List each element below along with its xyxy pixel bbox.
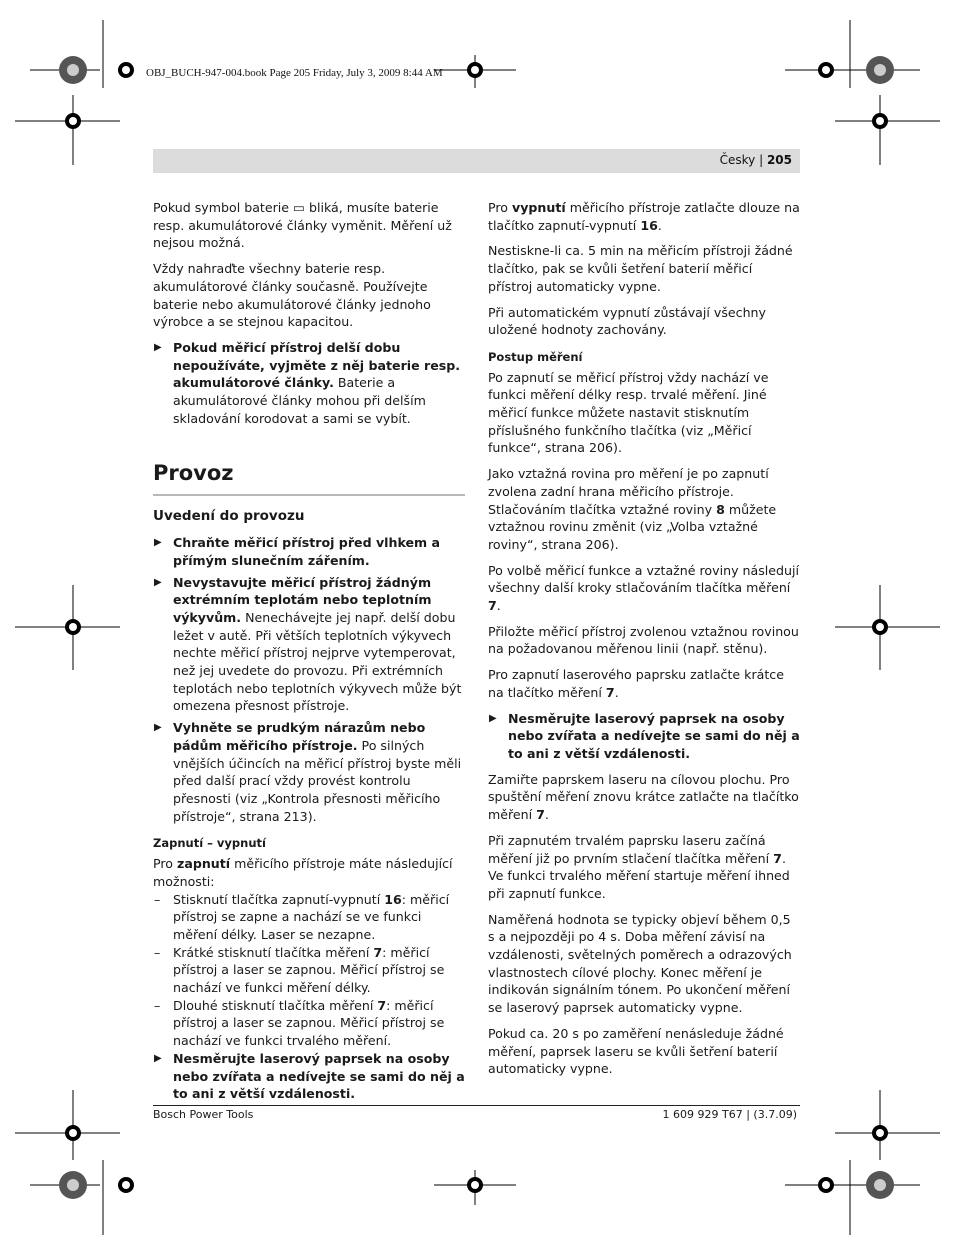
text-bold: 7 <box>373 944 383 960</box>
text-run: . <box>544 807 549 823</box>
text-run: Dlouhé stisknutí tlačítka měření <box>173 997 378 1013</box>
bullet-triangle-icon: ▶ <box>154 341 162 353</box>
moisture-warning-bullet <box>153 534 465 569</box>
right-column <box>488 199 800 1086</box>
option-item-2 <box>153 944 465 997</box>
measure-function-paragraph: Po zapnutí se měřicí přístroj vždy nachází ve funkci měření délky resp. trvalé měření. Jiné měřicí funkce můžete nastavit stisknutím příslušného funkčního tlačítka (viz „Měřicí funkce“, strana 206). <box>488 369 769 456</box>
text-bold: 7 <box>605 684 615 700</box>
text-run: Pro <box>488 200 512 215</box>
auto-laser-off-paragraph: Pokud ca. 20 s po zaměření nenásleduje žádné měření, paprsek laseru se kvůli šetření baterií automaticky vypne. <box>488 1025 784 1077</box>
place-device-paragraph: Přiložte měřicí přístroj zvolenou vztažnou rovinou na požadovanou měřenou linii (např. stěnu). <box>488 623 799 657</box>
bullet-triangle-icon: ▶ <box>154 537 162 549</box>
text-run: : měřicí přístroj se zapne a nachází se ve funkci měření délky. Laser se nezapne. <box>173 891 450 942</box>
bullet-bold-text: Nesměrujte laserový paprsek na osoby nebo zvířata a nedívejte se sami do něj a to ani z větší vzdálenosti. <box>508 710 800 761</box>
switch-off-paragraph <box>488 199 800 234</box>
battery-replace-paragraph: Vždy nahraďte všechny baterie resp. akumulátorové články současně. Používejte baterie nebo akumulátorové články jednoho výrobce a se stejnou kapacitou. <box>153 261 431 330</box>
text-run: Jako vztažná rovina pro měření je po zapnutí zvolena zadní hrana měřicího přístroje. Stlačováním tlačítka vztažné roviny <box>488 466 769 517</box>
bullet-triangle-icon: ▶ <box>154 1052 162 1064</box>
text-bold: 16 <box>640 217 658 233</box>
text-bold: 7 <box>536 807 545 823</box>
text-run: měřicího přístroje zatlačte dlouze na tlačítko zapnutí-vypnutí <box>488 200 800 233</box>
bullet-text: Baterie a akumulátorové články mohou při delším skladování korodovat a sami se vybít. <box>173 375 426 426</box>
text-run: Pro zapnutí laserového paprsku zatlačte krátce na tlačítko měření <box>488 667 784 700</box>
bullet-triangle-icon: ▶ <box>154 576 162 588</box>
subheading-zapnuti: Zapnutí – vypnutí <box>153 836 266 851</box>
text-run: . Ve funkci trvalého měření startuje měření ihned při zapnutí funkce. <box>488 850 790 901</box>
footer-doc-number: 1 609 929 T67 | (3.7.09) <box>662 1108 797 1121</box>
measurement-time-paragraph: Naměřená hodnota se typicky objeví během 0,5 s a nejpozději po 4 s. Doba měření závisí na vzdálenosti, světelných poměrech a odrazových vlastnostech cílové plochy. Konec měření je indikován signálním tónem. Po ukončení měření se laserový paprsek automaticky vypne. <box>488 911 792 1016</box>
steps-paragraph <box>488 562 800 615</box>
book-file-info: OBJ_BUCH-947-004.book Page 205 Friday, July 3, 2009 8:44 AM <box>146 67 443 79</box>
auto-off-paragraph: Nestiskne-li ca. 5 min na měřicím přístroji žádné tlačítko, pak se kvůli šetření baterií měřicí přístroj automaticky vypne. <box>488 243 793 294</box>
text-run: . <box>614 684 619 700</box>
text-run: Zamiřte paprskem laseru na cílovou plochu. Pro spuštění měření znovu krátce zatlačte na tlačítko měření <box>488 771 799 823</box>
footer-brand: Bosch Power Tools <box>153 1108 254 1121</box>
bullet-text: Nenechávejte jej např. delší dobu ležet v autě. Při větších teplotních výkyvech nechte měřicí přístroj nejprve vytemperovat, než jej uvedete do provozu. Při extrémních teplotách nebo teplotních výkyvech může být omezena přesnost přístroje. <box>173 609 462 714</box>
battery-warning-bullet <box>153 339 465 428</box>
bullet-bold-text: Pokud měřicí přístroj delší dobu nepoužíváte, vyjměte z něj baterie resp. akumulátorové články. <box>173 339 461 391</box>
dash-marker: – <box>154 944 161 960</box>
option-item-3 <box>153 997 465 1050</box>
text-run: můžete vztažnou rovinu změnit (viz „Volba vztažné roviny“, strana 206). <box>488 501 777 552</box>
laser-on-paragraph <box>488 666 800 701</box>
text-bold: 7 <box>488 598 497 614</box>
bullet-bold-text: Vyhněte se prudkým nárazům nebo pádům měřicího přístroje. <box>173 720 426 753</box>
text-run: měřicího přístroje máte následující možnosti: <box>153 856 453 889</box>
dash-marker: – <box>154 891 161 907</box>
text-run: Krátké stisknutí tlačítka měření <box>173 944 374 960</box>
bullet-triangle-icon: ▶ <box>154 722 162 734</box>
text-bold: 8 <box>716 501 725 517</box>
text-run: Stisknutí tlačítka zapnutí-vypnutí <box>173 891 385 907</box>
continuous-laser-paragraph <box>488 832 800 903</box>
text-bold: vypnutí <box>511 200 566 215</box>
option-item-1 <box>153 891 465 944</box>
subheading-postup: Postup měření <box>488 349 583 364</box>
dash-marker: – <box>154 997 161 1013</box>
text-run: Po volbě měřicí funkce a vztažné roviny následují všechny další kroky stlačováním tlačítka měření <box>488 562 800 596</box>
footer-rule <box>153 1105 800 1106</box>
text-run: Pro <box>153 856 177 872</box>
switch-on-intro <box>153 855 465 890</box>
text-bold: zapnutí <box>176 856 231 872</box>
left-column <box>153 199 465 1107</box>
values-kept-paragraph: Při automatickém vypnutí zůstávají všechny uložené hodnoty zachovány. <box>488 304 766 338</box>
battery-symbol-paragraph: Pokud symbol baterie ▭ bliká, musíte baterie resp. akumulátorové články vyměnit. Měření už nejsou možná. <box>153 200 452 251</box>
aim-paragraph <box>488 771 800 824</box>
bullet-bold-text: Nesměrujte laserový paprsek na osoby nebo zvířata a nedívejte se sami do něj a to ani z větší vzdálenosti. <box>173 1050 465 1102</box>
header-page-number: 205 <box>766 153 792 167</box>
bullet-triangle-icon: ▶ <box>489 712 497 724</box>
text-bold: 7 <box>773 850 782 866</box>
subheading-uvedeni: Uvedení do provozu <box>153 508 305 525</box>
section-heading-provoz: Provoz <box>153 461 465 496</box>
reference-plane-paragraph <box>488 465 800 554</box>
text-run: : měřicí přístroj a laser se zapnou. Měřicí přístroj se nachází ve funkci měření délky. <box>173 944 445 996</box>
text-run: . <box>657 217 662 233</box>
bullet-bold-text: Nevystavujte měřicí přístroj žádným extrémním teplotám nebo teplotním výkyvům. <box>173 574 432 625</box>
header-language: Česky <box>719 153 756 167</box>
page-header <box>153 149 800 173</box>
temperature-warning-bullet <box>153 574 465 716</box>
laser-warning-bullet <box>488 710 800 763</box>
text-bold: 7 <box>377 997 387 1013</box>
text-run: : měřicí přístroj a laser se zapnou. Měřicí přístroj se nachází ve funkci trvalého měření. <box>173 997 445 1049</box>
text-run: Při zapnutém trvalém paprsku laseru začíná měření již po prvním stlačení tlačítka měření <box>488 832 774 866</box>
text-bold: 16 <box>384 891 402 907</box>
bullet-text: Po silných vnějších účincích na měřicí přístroj byste měli před další prací vždy provést kontrolu přesnosti (viz „Kontrola přesnosti měřicího přístroje“, strana 213). <box>173 737 462 824</box>
impact-warning-bullet <box>153 719 465 825</box>
header-language-page <box>720 153 792 167</box>
text-run: . <box>496 598 501 614</box>
laser-warning-bullet <box>153 1050 465 1103</box>
bullet-bold-text: Chraňte měřicí přístroj před vlhkem a přímým slunečním zářením. <box>173 535 441 568</box>
header-separator: | <box>755 153 767 167</box>
